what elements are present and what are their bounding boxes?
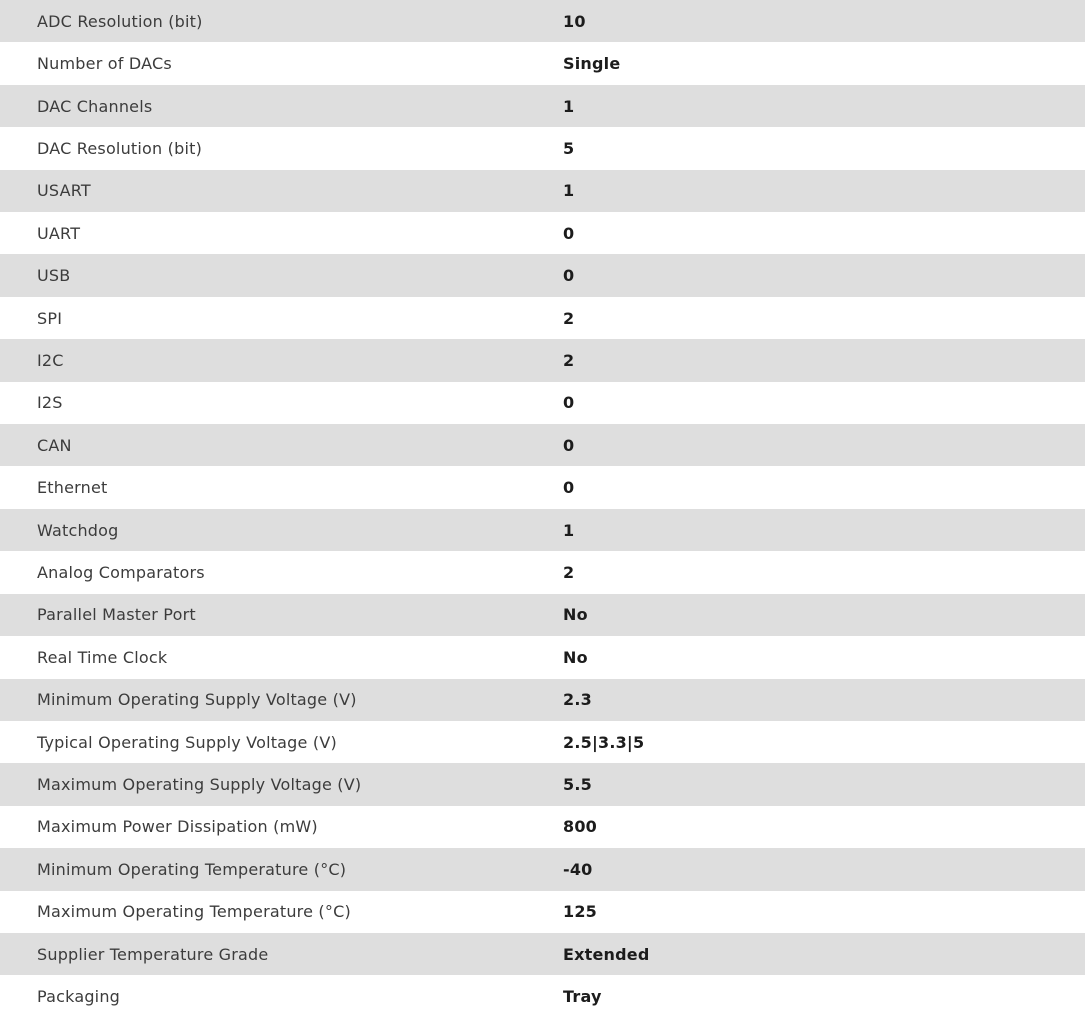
table-row — [0, 806, 1085, 848]
spec-value: 1 — [563, 520, 575, 540]
spec-label: Typical Operating Supply Voltage (V) — [37, 732, 337, 752]
spec-label: DAC Resolution (bit) — [37, 138, 203, 158]
table-row — [0, 551, 1085, 593]
spec-value: No — [563, 647, 588, 667]
spec-value: 2 — [563, 308, 575, 328]
spec-label: Maximum Operating Supply Voltage (V) — [37, 775, 362, 795]
spec-value: 0 — [563, 435, 575, 455]
spec-label: DAC Channels — [37, 96, 153, 116]
spec-value: 1 — [563, 96, 575, 116]
spec-label: ADC Resolution (bit) — [37, 11, 203, 31]
table-row — [0, 382, 1085, 424]
spec-value: 0 — [563, 393, 575, 413]
spec-value: 800 — [563, 817, 597, 837]
table-row — [0, 466, 1085, 508]
spec-label: Maximum Power Dissipation (mW) — [37, 817, 318, 837]
table-row — [0, 763, 1085, 805]
spec-label: Minimum Operating Supply Voltage (V) — [37, 690, 357, 710]
spec-label: CAN — [37, 435, 72, 455]
spec-value: 5.5 — [563, 775, 592, 795]
table-row — [0, 509, 1085, 551]
spec-value: 2.5|3.3|5 — [563, 732, 645, 752]
spec-label: Parallel Master Port — [37, 605, 196, 625]
spec-label: Ethernet — [37, 478, 108, 498]
table-row — [0, 891, 1085, 933]
spec-value: 0 — [563, 223, 575, 243]
table-row — [0, 679, 1085, 721]
spec-value: 0 — [563, 266, 575, 286]
spec-label: USB — [37, 266, 71, 286]
spec-label: Analog Comparators — [37, 562, 205, 582]
table-row — [0, 721, 1085, 763]
spec-label: UART — [37, 223, 81, 243]
spec-label: I2S — [37, 393, 63, 413]
spec-label: Maximum Operating Temperature (°C) — [37, 902, 351, 922]
spec-label: Minimum Operating Temperature (°C) — [37, 859, 347, 879]
spec-label: Watchdog — [37, 520, 119, 540]
table-row — [0, 42, 1085, 84]
spec-label: I2C — [37, 350, 64, 370]
spec-value: 5 — [563, 138, 575, 158]
table-row — [0, 933, 1085, 975]
table-row — [0, 170, 1085, 212]
spec-value: 2 — [563, 562, 575, 582]
spec-label: Number of DACs — [37, 54, 172, 74]
table-row — [0, 212, 1085, 254]
spec-value: 2.3 — [563, 690, 592, 710]
spec-value: No — [563, 605, 588, 625]
spec-value: 0 — [563, 478, 575, 498]
table-row — [0, 636, 1085, 678]
table-row — [0, 848, 1085, 890]
table-row — [0, 127, 1085, 169]
table-row — [0, 975, 1085, 1017]
spec-label: USART — [37, 181, 91, 201]
spec-label: Real Time Clock — [37, 647, 168, 667]
spec-value: -40 — [563, 859, 593, 879]
spec-value: Extended — [563, 944, 650, 964]
table-row — [0, 85, 1085, 127]
table-row — [0, 424, 1085, 466]
spec-label: Packaging — [37, 987, 121, 1007]
table-row — [0, 254, 1085, 296]
spec-value: 125 — [563, 902, 597, 922]
table-row — [0, 594, 1085, 636]
table-row — [0, 339, 1085, 381]
spec-value: 10 — [563, 11, 586, 31]
spec-value: Tray — [563, 987, 602, 1007]
spec-value: 1 — [563, 181, 575, 201]
table-row — [0, 297, 1085, 339]
spec-value: Single — [563, 54, 621, 74]
spec-value: 2 — [563, 350, 575, 370]
spec-label: Supplier Temperature Grade — [37, 944, 269, 964]
spec-label: SPI — [37, 308, 63, 328]
table-row — [0, 0, 1085, 42]
